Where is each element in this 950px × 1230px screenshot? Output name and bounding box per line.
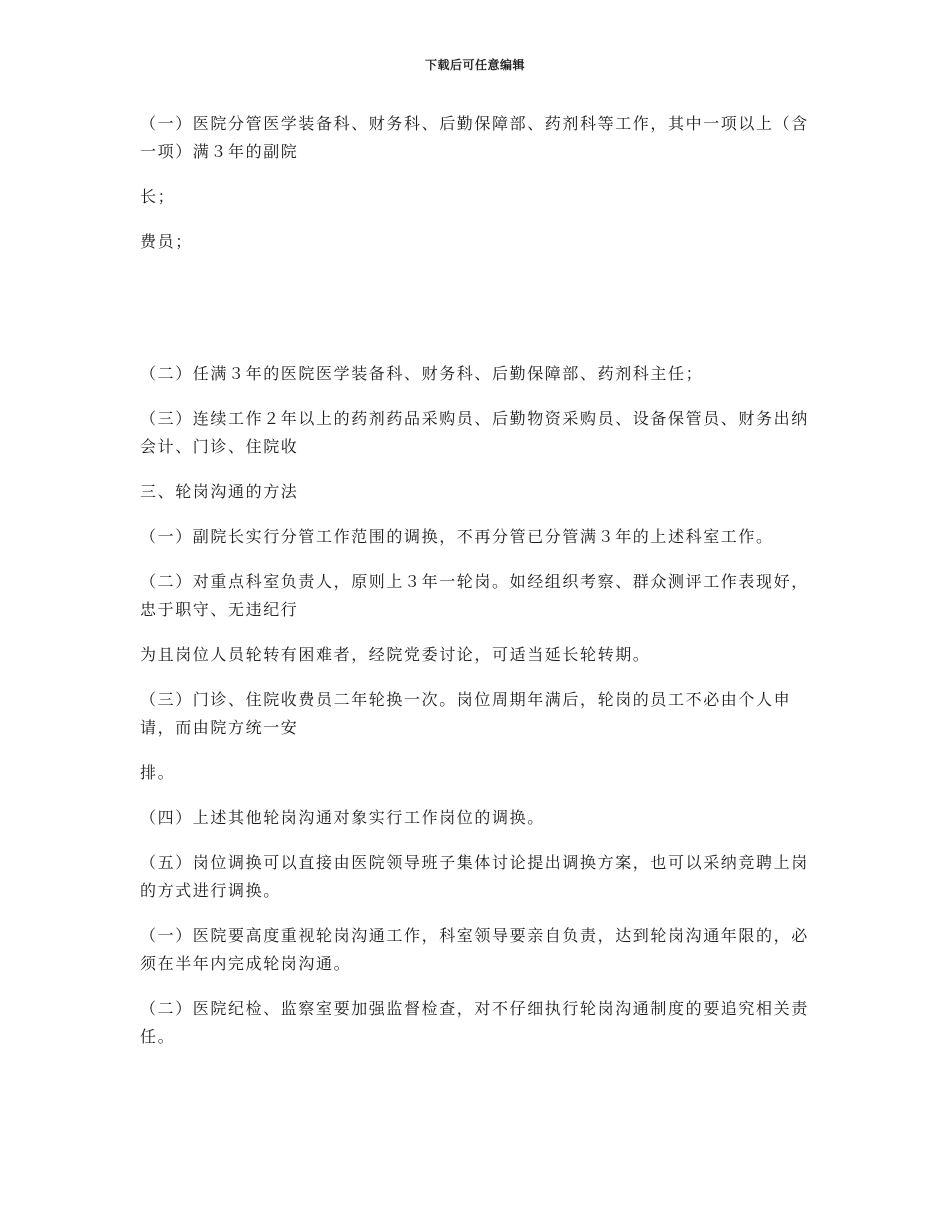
- section-heading-methods: 三、轮岗沟通的方法: [140, 482, 299, 501]
- paragraph-department-heads: （二）任满３年的医院医学装备科、财务科、后勤保障部、药剂科主任；: [140, 364, 704, 383]
- paragraph-requirement-2: （二）医院纪检、监察室要加强监督检查，对不仔细执行轮岗沟通制度的要追究相关责任。: [140, 999, 809, 1046]
- paragraph-requirement-1: （一）医院要高度重视轮岗沟通工作，科室领导要亲自负责，达到轮岗沟通年限的，必须在半年内完成轮岗沟通。: [140, 926, 809, 973]
- paragraph-fragment-chang: 长；: [140, 187, 176, 206]
- paragraph-method-1: （一）副院长实行分管工作范围的调换，不再分管已分管满３年的上述科室工作。: [140, 527, 774, 546]
- paragraph-method-4: （四）上述其他轮岗沟通对象实行工作岗位的调换。: [140, 808, 545, 827]
- paragraph-method-3-continued: 排。: [140, 763, 176, 782]
- paragraph-method-5: （五）岗位调换可以直接由医院领导班子集体讨论提出调换方案，也可以采纳竞聘上岗的方式进行调换。: [140, 853, 809, 900]
- page-header: 下载后可任意编辑: [424, 58, 525, 72]
- paragraph-method-3: （三）门诊、住院收费员二年轮换一次。岗位周期年满后，轮岗的员工不必由个人申请，而由院方统一安: [140, 690, 792, 737]
- paragraph-method-2: （二）对重点科室负责人，原则上３年一轮岗。如经组织考察、群众测评工作表现好，忠于职守、无违纪行: [140, 572, 809, 619]
- paragraph-vice-president-scope: （一）医院分管医学装备科、财务科、后勤保障部、药剂科等工作，其中一项以上（含一项）满３年的副院: [140, 114, 809, 161]
- paragraph-method-2-continued: 为且岗位人员轮转有困难者，经院党委讨论，可适当延长轮转期。: [140, 645, 651, 664]
- paragraph-fragment-feiyuan: 费员；: [140, 232, 193, 251]
- document-body: [140, 110, 820, 1051]
- paragraph-procurement-staff: （三）连续工作２年以上的药剂药品采购员、后勤物资采购员、设备保管员、财务出纳会计、门诊、住院收: [140, 409, 809, 456]
